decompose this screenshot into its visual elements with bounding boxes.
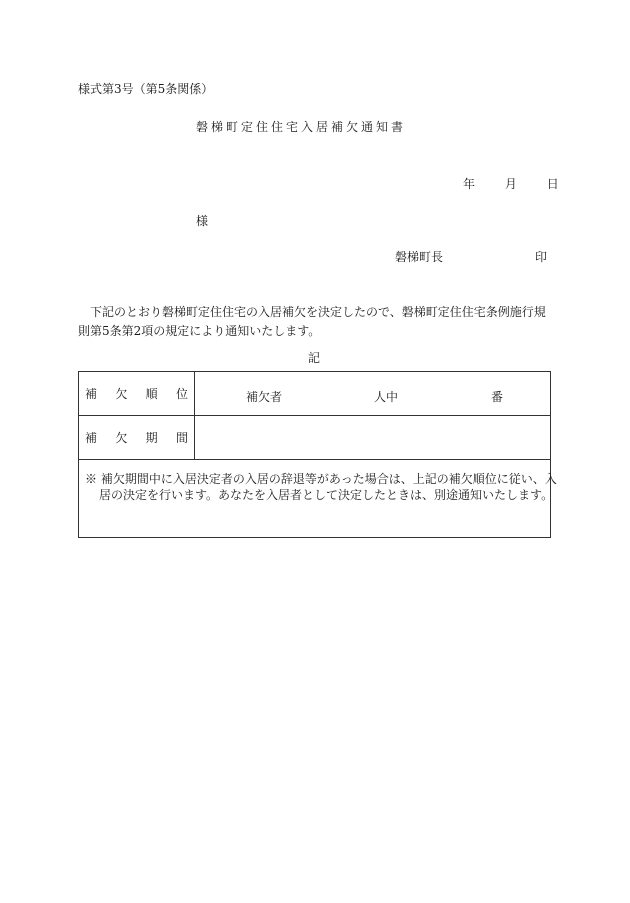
date-year: 年 [463, 177, 476, 191]
document-title: 磐梯町定住住宅入居補欠通知書 [196, 120, 407, 134]
body-paragraph: 下記のとおり磐梯町定住住宅の入居補欠を決定したので、磐梯町定住住宅条例施行規則第5条第2項の規定により通知いたします。 [78, 305, 546, 338]
rank-value-suffix: 番 [491, 390, 504, 404]
seal-mark: 印 [535, 250, 548, 264]
issuer-name: 磐梯町長 [395, 250, 444, 264]
table-row-note [79, 460, 557, 537]
table-row-period [79, 416, 550, 460]
rank-label-cell [79, 372, 195, 415]
notice-table [78, 371, 557, 538]
date-month: 月 [504, 177, 517, 191]
addressee-suffix: 様 [196, 214, 209, 228]
note-text: ※ 補欠期間中に入居決定者の入居の辞退等があった場合は、上記の補欠順位に従い、入居の決定を行います。あなたを入居者として決定したときは、別途通知いたします。 [85, 472, 557, 502]
form-number: 様式第3号（第5条関係） [78, 82, 214, 96]
body-text [78, 303, 556, 341]
period-label-cell [79, 416, 195, 459]
rank-label: 補 欠 順 位 [85, 387, 188, 401]
rank-value-prefix: 補欠者 [246, 390, 283, 404]
rank-value-mid: 人中 [374, 390, 399, 404]
period-label: 補 欠 期 間 [85, 431, 188, 445]
ki-heading: 記 [308, 351, 321, 365]
date-day: 日 [546, 177, 559, 191]
table-row-rank [79, 372, 550, 416]
date-line [463, 175, 559, 192]
